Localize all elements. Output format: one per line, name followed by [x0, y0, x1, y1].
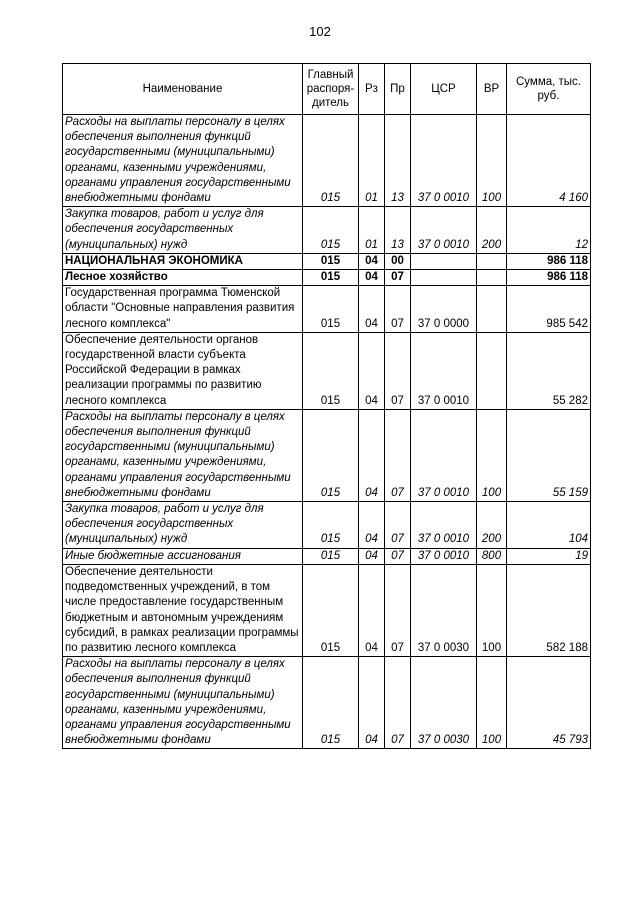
- cell-pr: 07: [385, 286, 411, 333]
- cell-name: Обеспечение деятельности органов государственной власти субъекта Российской Федерации в рамках реализации программы по развитию лесного комплекса: [63, 332, 303, 409]
- cell-sum: 55 282: [507, 332, 591, 409]
- table-row: [63, 270, 591, 286]
- table-row: [63, 564, 591, 656]
- cell-sum: 45 793: [507, 657, 591, 749]
- table-row: [63, 409, 591, 501]
- cell-admin: 015: [303, 332, 359, 409]
- cell-admin: 015: [303, 502, 359, 549]
- cell-admin: 015: [303, 115, 359, 207]
- cell-csr: [411, 253, 477, 269]
- cell-sum: 4 160: [507, 115, 591, 207]
- cell-rz: 04: [359, 332, 385, 409]
- cell-rz: 01: [359, 115, 385, 207]
- cell-csr: 37 0 0010: [411, 548, 477, 564]
- cell-name: Иные бюджетные ассигнования: [63, 548, 303, 564]
- cell-csr: [411, 270, 477, 286]
- cell-pr: 07: [385, 548, 411, 564]
- table-row: [63, 253, 591, 269]
- cell-vr: 200: [477, 207, 507, 254]
- cell-admin: 015: [303, 409, 359, 501]
- cell-name: Расходы на выплаты персоналу в целях обеспечения выполнения функций государственными (муниципальными) органами, казенными учреждениями, органами управления государственными внебюджетными фондами: [63, 409, 303, 501]
- cell-admin: 015: [303, 548, 359, 564]
- cell-pr: 13: [385, 115, 411, 207]
- cell-vr: [477, 286, 507, 333]
- cell-pr: 13: [385, 207, 411, 254]
- table-row: [63, 548, 591, 564]
- cell-pr: 07: [385, 270, 411, 286]
- cell-pr: 07: [385, 564, 411, 656]
- cell-name: Закупка товаров, работ и услуг для обеспечения государственных (муниципальных) нужд: [63, 207, 303, 254]
- table-row: [63, 657, 591, 749]
- table-row: [63, 115, 591, 207]
- cell-admin: 015: [303, 564, 359, 656]
- cell-sum: 986 118: [507, 253, 591, 269]
- cell-sum: 985 542: [507, 286, 591, 333]
- header-admin: Главный распоря-дитель: [303, 64, 359, 115]
- cell-vr: 100: [477, 564, 507, 656]
- cell-name: НАЦИОНАЛЬНАЯ ЭКОНОМИКА: [63, 253, 303, 269]
- cell-csr: 37 0 0030: [411, 564, 477, 656]
- cell-pr: 07: [385, 409, 411, 501]
- cell-sum: 55 159: [507, 409, 591, 501]
- cell-rz: 01: [359, 207, 385, 254]
- cell-pr: 07: [385, 657, 411, 749]
- table-row: [63, 332, 591, 409]
- header-rz: Рз: [359, 64, 385, 115]
- cell-pr: 00: [385, 253, 411, 269]
- cell-sum: 986 118: [507, 270, 591, 286]
- header-row: [63, 64, 591, 115]
- page-number: 102: [309, 24, 331, 39]
- cell-rz: 04: [359, 409, 385, 501]
- cell-rz: 04: [359, 286, 385, 333]
- cell-sum: 12: [507, 207, 591, 254]
- cell-name: Государственная программа Тюменской области "Основные направления развития лесного комплекса": [63, 286, 303, 333]
- cell-rz: 04: [359, 253, 385, 269]
- cell-vr: [477, 253, 507, 269]
- cell-vr: 200: [477, 502, 507, 549]
- cell-admin: 015: [303, 657, 359, 749]
- cell-sum: 19: [507, 548, 591, 564]
- header-vr: ВР: [477, 64, 507, 115]
- cell-rz: 04: [359, 270, 385, 286]
- cell-name: Расходы на выплаты персоналу в целях обеспечения выполнения функций государственными (муниципальными) органами, казенными учреждениями, органами управления государственными внебюджетными фондами: [63, 657, 303, 749]
- cell-vr: [477, 270, 507, 286]
- cell-csr: 37 0 0030: [411, 657, 477, 749]
- table-body: [63, 115, 591, 749]
- cell-pr: 07: [385, 502, 411, 549]
- cell-vr: 100: [477, 115, 507, 207]
- cell-vr: 100: [477, 657, 507, 749]
- cell-pr: 07: [385, 332, 411, 409]
- cell-csr: 37 0 0000: [411, 286, 477, 333]
- cell-csr: 37 0 0010: [411, 115, 477, 207]
- table-row: [63, 286, 591, 333]
- header-csr: ЦСР: [411, 64, 477, 115]
- table-row: [63, 207, 591, 254]
- cell-admin: 015: [303, 207, 359, 254]
- header-pr: Пр: [385, 64, 411, 115]
- cell-csr: 37 0 0010: [411, 207, 477, 254]
- cell-admin: 015: [303, 270, 359, 286]
- cell-sum: 582 188: [507, 564, 591, 656]
- cell-vr: 800: [477, 548, 507, 564]
- cell-rz: 04: [359, 502, 385, 549]
- cell-name: Расходы на выплаты персоналу в целях обеспечения выполнения функций государственными (муниципальными) органами, казенными учреждениями, органами управления государственными внебюджетными фондами: [63, 115, 303, 207]
- cell-csr: 37 0 0010: [411, 332, 477, 409]
- cell-vr: [477, 332, 507, 409]
- cell-admin: 015: [303, 286, 359, 333]
- cell-rz: 04: [359, 657, 385, 749]
- cell-name: Обеспечение деятельности подведомственных учреждений, в том числе предоставление государственным бюджетным и автономным учреждениям субсидий, в рамках реализации программы по развитию лесного комплекса: [63, 564, 303, 656]
- cell-admin: 015: [303, 253, 359, 269]
- cell-sum: 104: [507, 502, 591, 549]
- cell-rz: 04: [359, 564, 385, 656]
- cell-csr: 37 0 0010: [411, 502, 477, 549]
- cell-name: Закупка товаров, работ и услуг для обеспечения государственных (муниципальных) нужд: [63, 502, 303, 549]
- budget-table: [62, 63, 591, 749]
- table-row: [63, 502, 591, 549]
- cell-vr: 100: [477, 409, 507, 501]
- cell-csr: 37 0 0010: [411, 409, 477, 501]
- cell-rz: 04: [359, 548, 385, 564]
- cell-name: Лесное хозяйство: [63, 270, 303, 286]
- header-sum: Сумма, тыс. руб.: [507, 64, 591, 115]
- header-name: Наименование: [63, 64, 303, 115]
